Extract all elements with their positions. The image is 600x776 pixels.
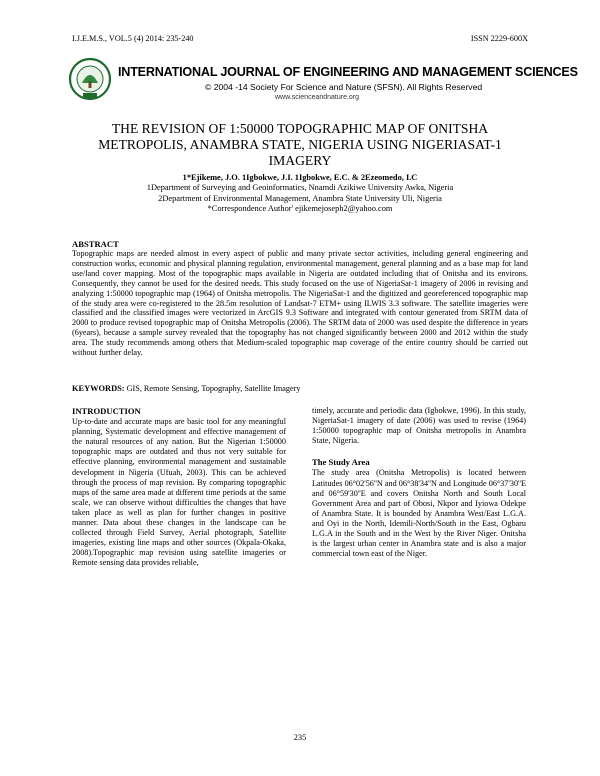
page-number: 235 — [293, 733, 307, 742]
introduction-text: Up-to-date and accurate maps are basic tool for any meaningful planning, Systematic development and effective management of the natural resources of any nation. But the Nigerian 1:50000 topographic maps are outdated and thus not very suitable for effective planning, environmental management and sustainable development in Nigeria (Ufuah, 2003). This can be achieved through the process of map revision. By comparing topographic maps of the same area made at different time periods at the same scale, we can observe without difficulties the changes that have taken place as well as plan for further changes in positive manner. Data about these changes in the landscape can be collected through Field Survey, Aerial photograph, Satellite imageries, existing line maps and other sources (Okpala-Okaka, 2008).Topographic map revision using satellite imageries or Remote sensing data provides reliable, — [72, 417, 286, 568]
journal-citation: I.J.E.M.S., VOL.5 (4) 2014: 235-240 — [72, 34, 194, 43]
keywords — [72, 384, 300, 393]
author-names: 1*Ejikeme, J.O. 1Igbokwe, J.I. 1Igbokwe, E.C. & 2Ezeomedo, I.C — [182, 173, 418, 182]
affiliation-1: 1Department of Surveying and Geoinformatics, Nnamdi Azikiwe University Awka, Nigeria — [146, 183, 454, 193]
left-column — [72, 406, 286, 569]
right-column — [312, 406, 526, 559]
study-area-text: The study area (Onitsha Metropolis) is located between Latitudes 06°02'56''N and 06°38'34''N and Longitude 06°37'30''E and 06°59'30''E and covers Onitsha North and South Local Government Area and part of Obosi, Nkpor and Iyiowa Odekpe of Anambra State. It is bounded by Anambra West/East L.G.A. and Oyi in the North, Idemili-North/South in the East, Ogbaru L.G.A in the South and in the West by the River Niger. Onitsha is the largest urban center in Anambra state and is also a major commercial town east of the Niger. — [312, 468, 526, 559]
keywords-label: KEYWORDS: — [72, 384, 125, 393]
journal-website: www.scienceandnature.org — [275, 94, 360, 101]
paper-title: THE REVISION OF 1:50000 TOPOGRAPHIC MAP OF ONITSHA METROPOLIS, ANAMBRA STATE, NIGERIA USING NIGERIASAT-1 IMAGERY — [98, 121, 502, 168]
journal-title: INTERNATIONAL JOURNAL OF ENGINEERING AND MANAGEMENT SCIENCES — [118, 65, 578, 79]
abstract-text: Topographic maps are needed almost in every aspect of public and many private sector activities, including general engineering and construction works, economic and physical planning regulation, environmental management, general planning and as a base map for land use/land cover mapping. Most of the topographic maps available in Nigeria are outdated including that of Onitsha and its environs. Consequently, they cannot be used for the desired needs. This study focused on the use of NigeriaSat-1 imagery of 2006 in revising and analyzing 1:50000 topographic map (1964) of Onitsha metropolis. The NigeriaSat-1 and the digitized and georeferenced topographic map of the study area were co-registered to the 28.5m resolution of Landsat-7 ETM+ using ILWIS 3.3 software. The satellite imageries were classified and the classified images were vectorized in ArcGIS 9.3 Software and integrated with contour generated from SRTM data of 2000 to produce revised topographic map of Onitsha Metropolis (2006). The SRTM data of 2000 was used despite the difference in years (6years), because a sample survey revealed that the topography has not changed significantly between 2000 and 2012 within the study area. The study recommends among others that Medium-scaled topographic map coverage of the entire country should be carried out without further delay. — [72, 249, 528, 358]
journal-copyright: © 2004 -14 Society For Science and Nature (SFSN). All Rights Reserved — [205, 82, 483, 92]
introduction-heading: INTRODUCTION — [72, 406, 141, 416]
author-block — [60, 173, 540, 215]
society-logo-icon — [68, 57, 112, 101]
study-area-heading: The Study Area — [312, 457, 370, 468]
issn: ISSN 2229-600X — [470, 34, 528, 43]
introduction-continued: timely, accurate and periodic data (Igbokwe, 1996). In this study, NigeriaSat-1 imagery of date (2006) was used to revise (1964) 1:50000 topographic map of Onitsha metropolis in Anambra State, Nigeria. — [312, 406, 526, 446]
journal-banner — [60, 55, 578, 105]
correspondence: *Correspondence Author' ejikemejoseph2@yahoo.com — [207, 204, 393, 214]
keywords-text: GIS, Remote Sensing, Topography, Satellite Imagery — [124, 384, 301, 393]
affiliation-2: 2Department of Environmental Management, Anambra State University Uli, Nigeria — [158, 193, 442, 203]
abstract-heading: ABSTRACT — [72, 239, 119, 249]
